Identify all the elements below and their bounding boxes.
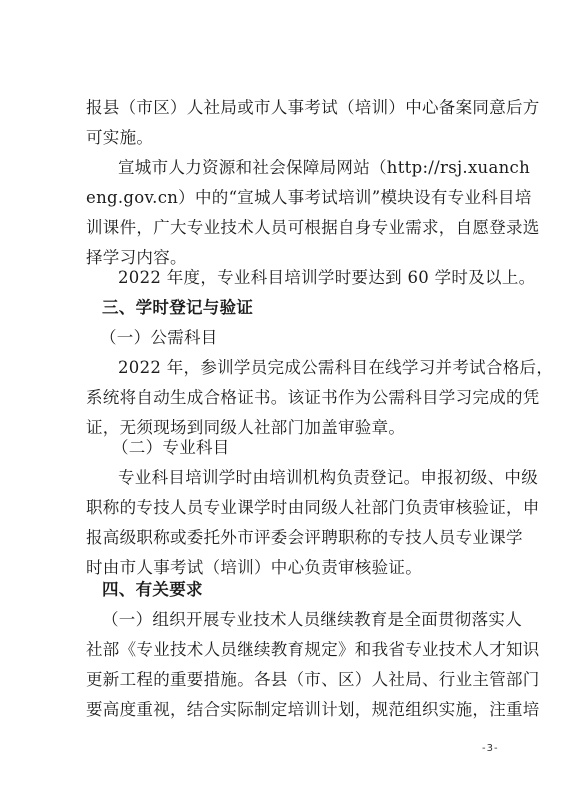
- text-line: 报高级职称或委托外市评委会评聘职称的专技人员专业课学: [86, 528, 523, 547]
- text-line: 报县（市区）人社局或市人事考试（培训）中心备案同意后方: [86, 98, 540, 117]
- text-line: 职称的专技人员专业课学时由同级人社部门负责审核验证，申: [86, 498, 540, 517]
- section-heading: 三、学时登记与验证: [102, 298, 254, 317]
- text-line: 证，无须现场到同级人社部门加盖审验章。: [86, 418, 406, 437]
- text-line: 可实施。: [86, 128, 154, 147]
- page-number: -3-: [482, 743, 499, 754]
- subsection-heading: （一）公需科目: [100, 328, 218, 347]
- text-line: 要高度重视，结合实际制定培训计划，规范组织实施，注重培: [86, 700, 540, 719]
- text-line: 时由市人事考试（培训）中心负责审核验证。: [86, 558, 422, 577]
- text-line: 专业科目培训学时由培训机构负责登记。申报初级、中级: [118, 468, 538, 487]
- text-line: 更新工程的重要措施。各县（市、区）人社局、行业主管部门: [86, 670, 540, 689]
- section-heading: 四、有关要求: [102, 580, 203, 599]
- text-line: 择学习内容。: [86, 248, 187, 267]
- text-line: 2022 年，参训学员完成公需科目在线学习并考试合格后，: [118, 358, 554, 377]
- text-line: 社部《专业技术人员继续教育规定》和我省专业技术人才知识: [86, 640, 540, 659]
- text-line: eng.gov.cn）中的“宣城人事考试培训”模块设有专业科目培: [86, 188, 532, 207]
- text-line: 训课件，广大专业技术人员可根据自身专业需求，自愿登录选: [86, 218, 540, 237]
- text-line: 2022 年度，专业科目培训学时要达到 60 学时及以上。: [118, 268, 536, 287]
- text-line: 系统将自动生成合格证书。该证书作为公需科目学习完成的凭: [86, 388, 540, 407]
- subsection-heading: （二）专业科目: [112, 438, 230, 457]
- text-line: （一）组织开展专业技术人员继续教育是全面贯彻落实人: [102, 610, 522, 629]
- text-line: 宣城市人力资源和社会保障局网站（http://rsj.xuanch: [118, 158, 531, 177]
